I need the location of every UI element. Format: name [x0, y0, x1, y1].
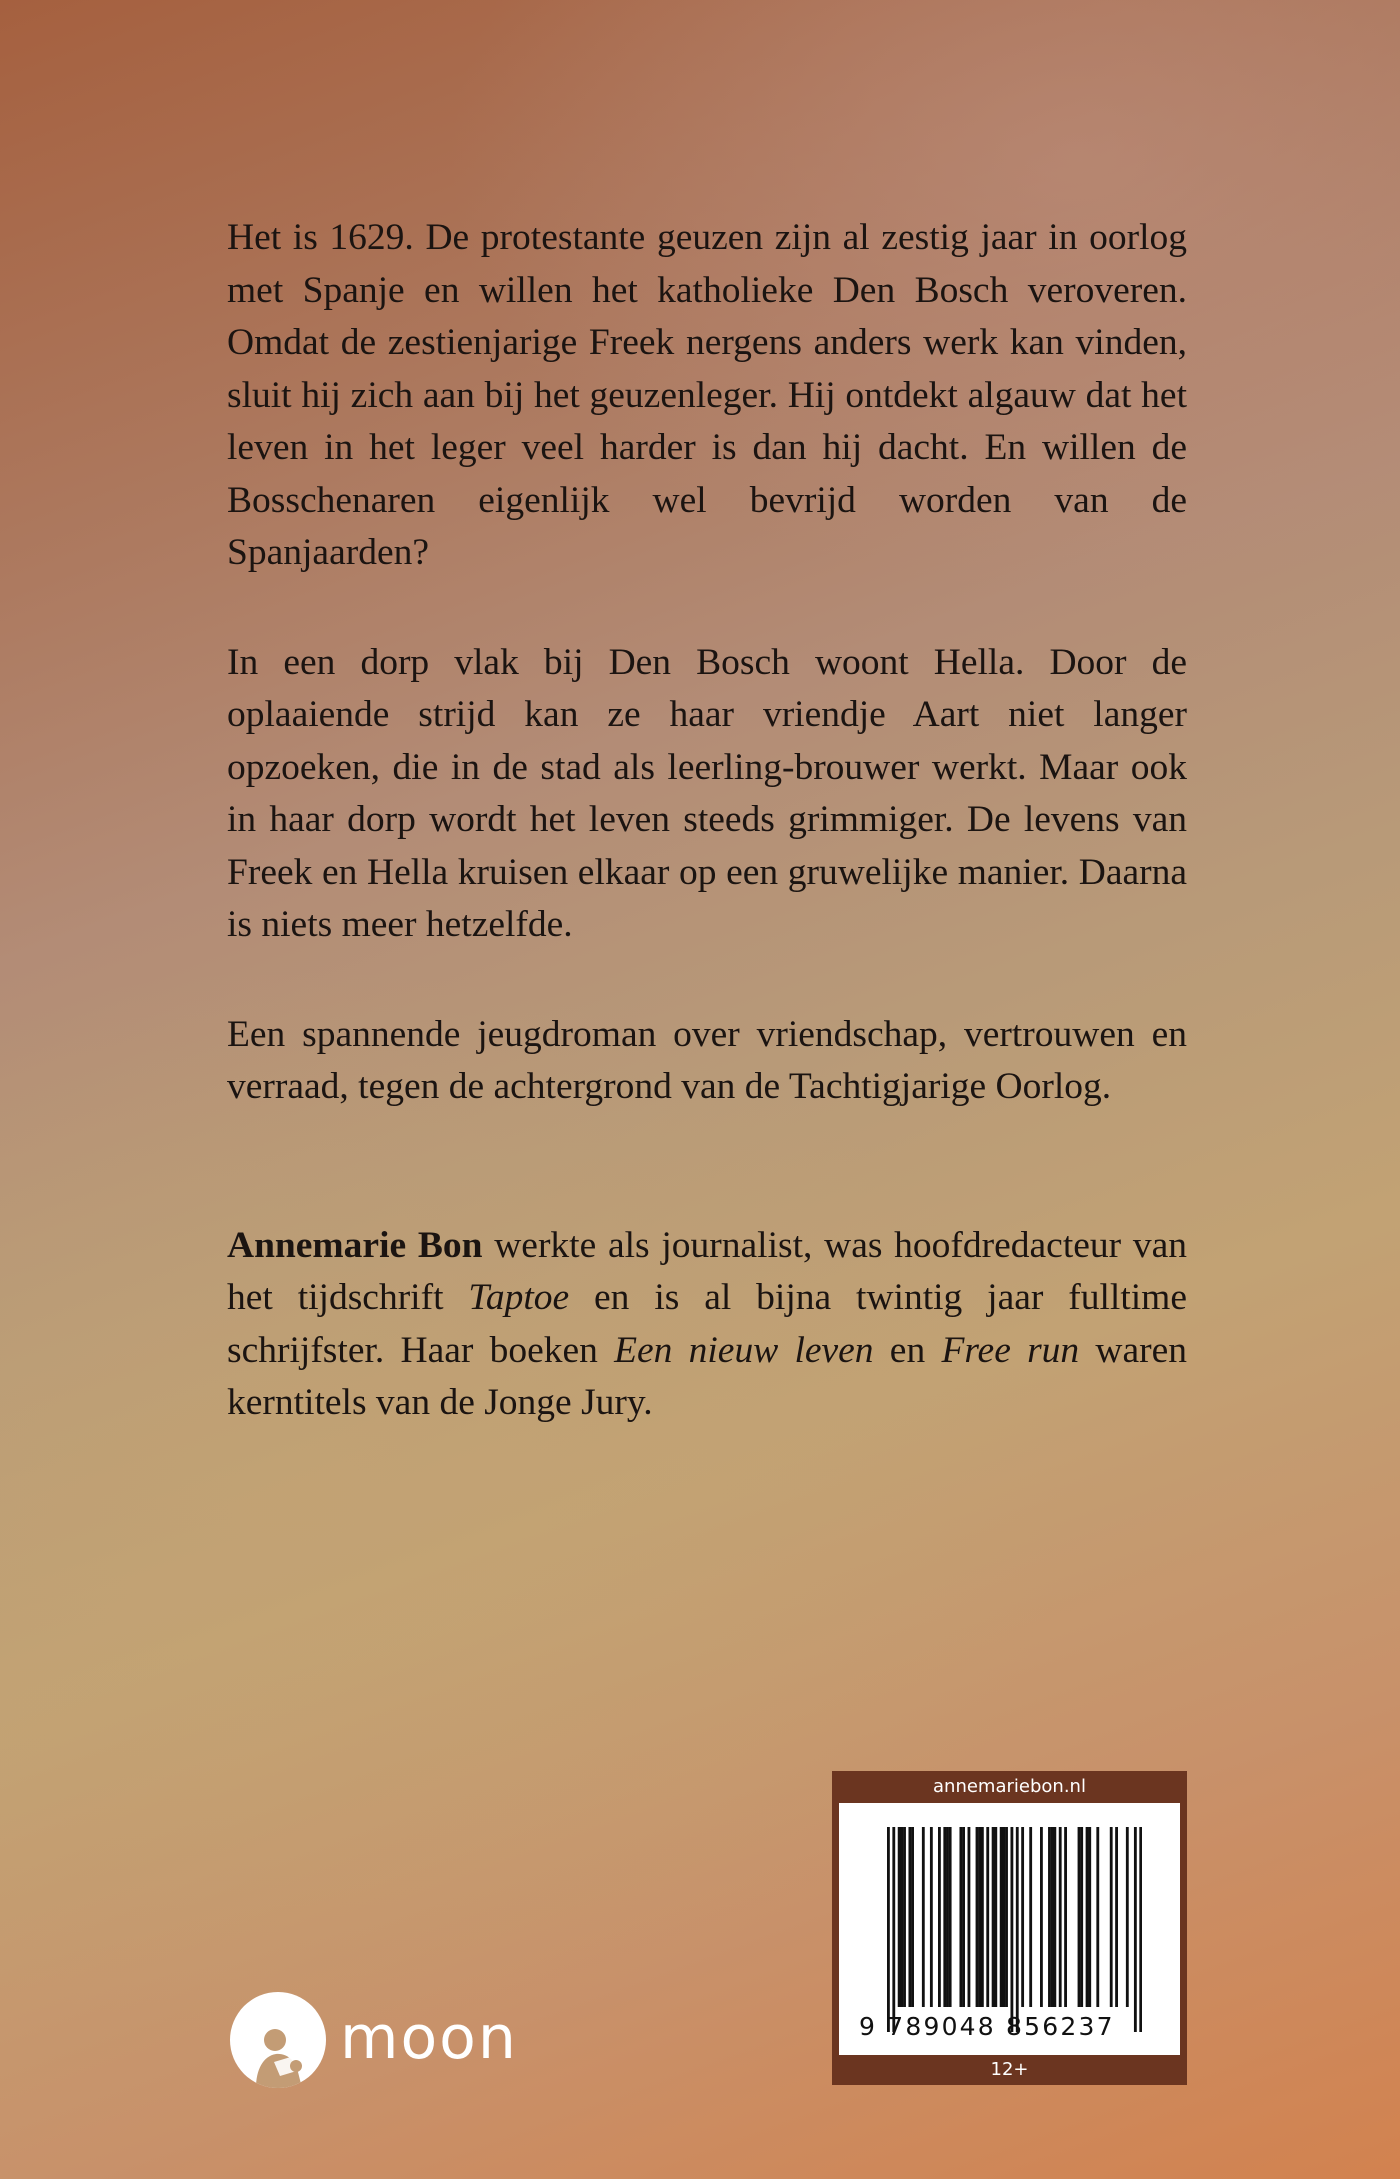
barcode-bar-9	[938, 1827, 941, 2007]
barcode-bar-15	[968, 1827, 971, 2007]
barcode-bar-42	[1126, 1827, 1129, 2007]
barcode-bar-11	[946, 1827, 949, 2007]
barcode-block	[832, 1771, 1187, 2085]
barcode-bar-2	[898, 1827, 901, 2007]
book-title-1: Een nieuw leven	[614, 1329, 874, 1371]
isbn-number: 9 789048 856237	[859, 2012, 1115, 2041]
barcode-bar-21	[994, 1827, 997, 2007]
author-bio-text-3: en	[873, 1329, 942, 1371]
barcode-bar-16	[976, 1827, 979, 2007]
barcode-bar-10	[943, 1827, 946, 2007]
barcode-bar-32	[1053, 1827, 1056, 2007]
barcode-bar-20	[992, 1827, 995, 2007]
barcode-bar-25	[1010, 1827, 1013, 2032]
barcode-bar-34	[1064, 1827, 1067, 2007]
barcode-bar-33	[1059, 1827, 1062, 2007]
author-bio-text-2: en is al bijna twintig jaar fulltime schrijfster. Haar boeken	[227, 1277, 1187, 1371]
blurb-paragraph-3: Een spannende jeugdroman over vriendschap, vertrouwen en verraad, tegen de achtergrond van de Tachtigjarige Oorlog.	[227, 1013, 1187, 1107]
barcode-bar-37	[1086, 1827, 1089, 2007]
barcode-bar-4	[903, 1827, 906, 2007]
barcode-bar-43	[1134, 1827, 1137, 2032]
author-name: Annemarie Bon	[227, 1224, 483, 1266]
publisher-name: moon	[340, 2003, 518, 2073]
age-rating: 12+	[990, 2059, 1029, 2080]
blurb-paragraph-1: Het is 1629. De protestante geuzen zijn al zestig jaar in oorlog met Spanje en willen het katholieke Den Bosch veroveren. Omdat de zestienjarige Freek nergens anders werk kan vinden, sluit hij zich aan bij het geuzenleger. Hij ontdekt algauw dat het leven in het leger veel harder is dan hij dacht. En willen de Bosschenaren eigenlijk wel bevrijd worden van de Spanjaarden?	[227, 217, 1187, 573]
barcode-bar-28	[1029, 1827, 1032, 2007]
barcode-bar-12	[949, 1827, 952, 2007]
barcode-bar-6	[911, 1827, 914, 2007]
barcode-bar-36	[1080, 1827, 1083, 2007]
barcode-bar-1	[892, 1827, 895, 2032]
barcode-bar-18	[981, 1827, 984, 2007]
magazine-title: Taptoe	[468, 1277, 570, 1318]
author-website: annemariebon.nl	[933, 1776, 1086, 1797]
barcode-bar-40	[1110, 1827, 1113, 2007]
barcode-bar-27	[1021, 1827, 1024, 2007]
book-title-2: Free run	[941, 1329, 1080, 1371]
barcode-bar-41	[1115, 1827, 1118, 2007]
barcode-panel	[839, 1803, 1180, 2055]
author-bio	[227, 1220, 1187, 1430]
barcode-bars	[887, 1827, 1142, 2032]
publisher-logo	[230, 1992, 530, 2102]
barcode-bar-24	[1005, 1827, 1008, 2007]
blurb-paragraph-2: In een dorp vlak bij Den Bosch woont Hella. Door de oplaaiende strijd kan ze haar vriendje Aart niet langer opzoeken, die in de stad als leerling-brouwer werkt. Maar ook in haar dorp wordt het leven steeds grimmiger. De levens van Freek en Hella kruisen elkaar op een gruwelijke manier. Daarna is niets meer hetzelfde.	[227, 641, 1187, 945]
moon-logo-icon	[230, 1992, 326, 2088]
barcode-bar-17	[978, 1827, 981, 2007]
barcode-bar-23	[1002, 1827, 1005, 2007]
barcode-bar-5	[908, 1827, 911, 2007]
barcode-bar-22	[1000, 1827, 1003, 2007]
barcode-bar-0	[887, 1827, 890, 2032]
barcode-bar-39	[1096, 1827, 1099, 2007]
barcode-bar-8	[930, 1827, 933, 2007]
barcode-bar-3	[900, 1827, 903, 2007]
barcode-bar-26	[1016, 1827, 1019, 2032]
barcode-bar-7	[922, 1827, 925, 2007]
barcode-bar-13	[959, 1827, 962, 2007]
barcode-bar-38	[1088, 1827, 1091, 2007]
barcode-bar-30	[1048, 1827, 1051, 2007]
barcode-bar-44	[1139, 1827, 1142, 2032]
barcode-bar-31	[1051, 1827, 1054, 2007]
barcode-bar-29	[1040, 1827, 1043, 2007]
barcode-bar-19	[986, 1827, 989, 2007]
author-bio-text-1: werkte als journalist, was hoofdredacteur van het tijdschrift	[227, 1224, 1187, 1318]
barcode-bar-14	[962, 1827, 965, 2007]
back-cover-text	[227, 212, 1187, 1430]
barcode-bar-35	[1078, 1827, 1081, 2007]
author-bio-text-4: waren kerntitels van de Jonge Jury.	[227, 1329, 1188, 1423]
